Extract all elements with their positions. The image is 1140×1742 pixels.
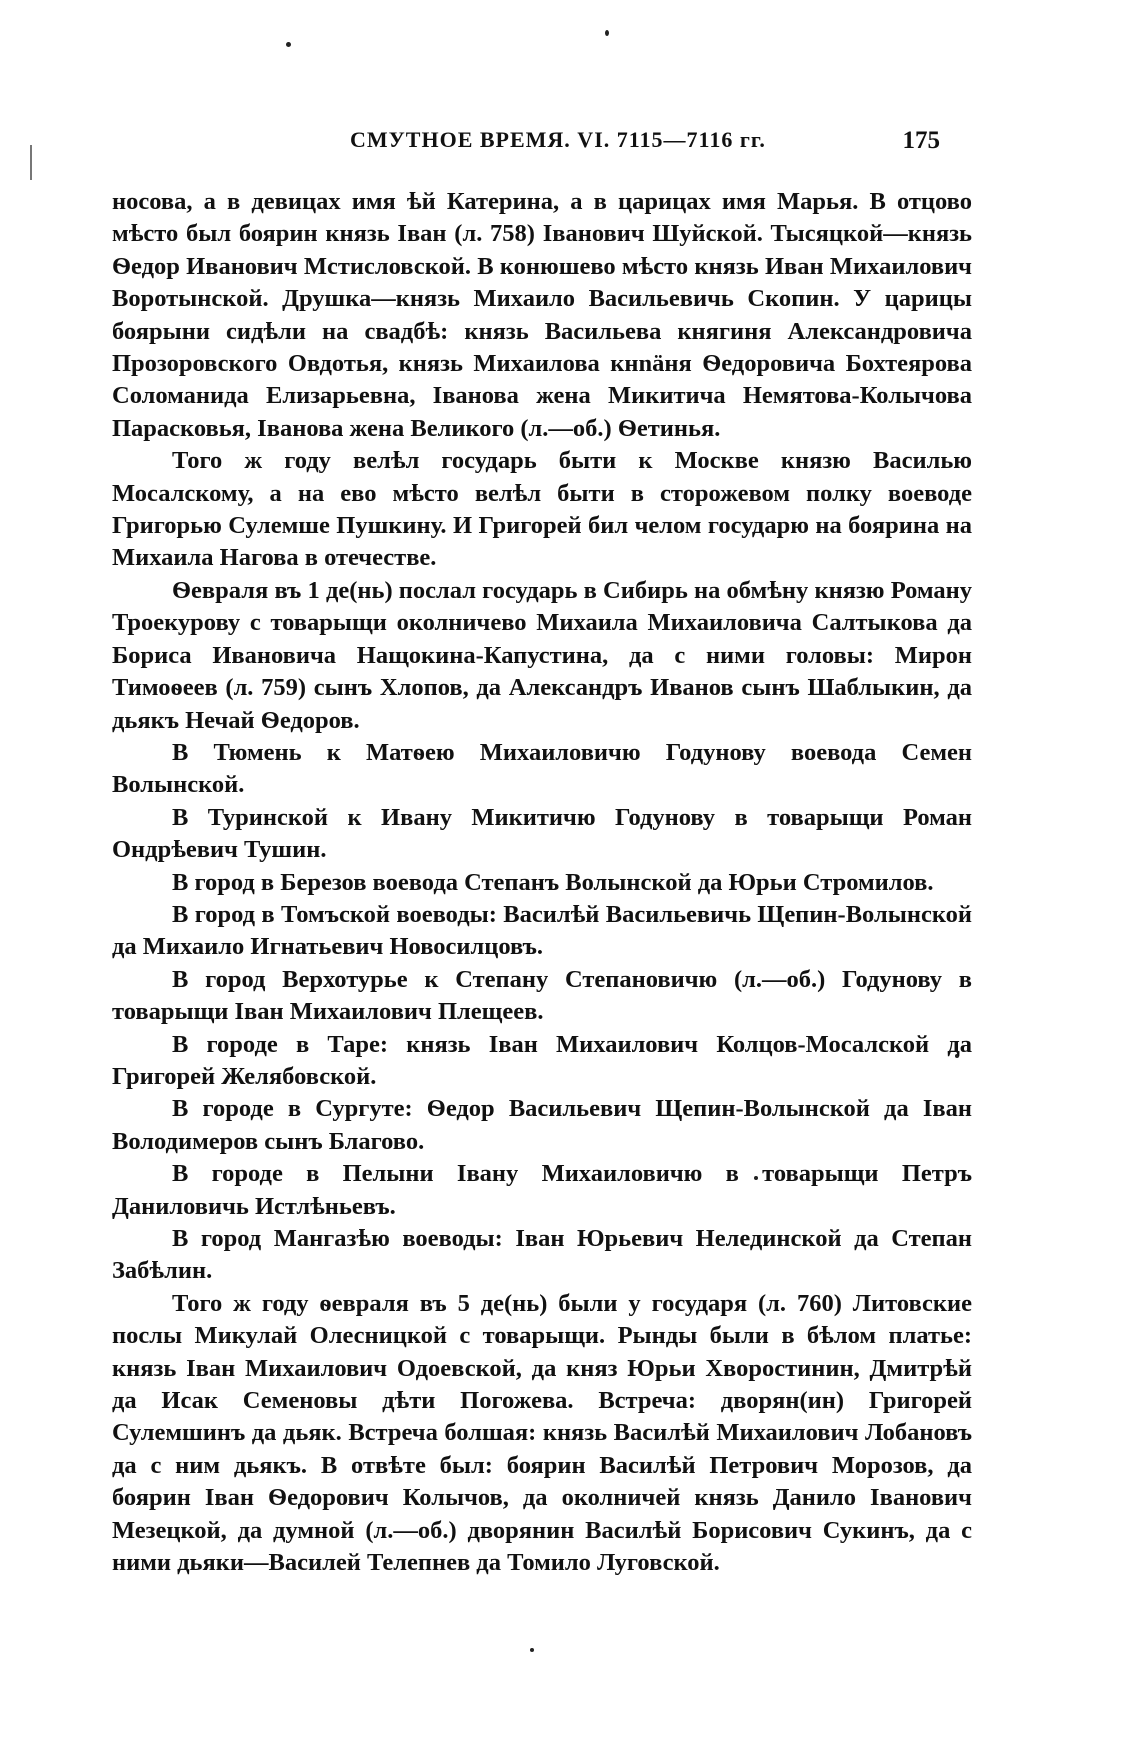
paragraph: Того ж году ѳевраля въ 5 де(нь) были у государя (л. 760) Литовские послы Микулай Олесницкой с товарыщи. Рынды были в бѣлом платье: князь Іван Михаилович Одоевской, да княз Юрьи Хворостинин, Дмитрѣй да Исак Семеновы дѣти Погожева. Встреча: дворян(ин) Григорей Сулемшинъ да дьяк. Встреча болшая: князь Василѣй Михаилович Лобановъ да с ним дьякъ. В отвѣте был: боярин Василѣй Петрович Морозов, да боярин Іван Ѳедорович Колычов, да околничей князь Данило Іванович Мезецкой, да думной (л.—об.) дворянин Василѣй Борисович Сукинъ, да с ними дьяки—Василей Телепнев да Томило Луговской.	[112, 1289, 972, 1577]
paragraph: Ѳевраля въ 1 де(нь) послал государь в Сибирь на обмѣну князю Роману Троекурову с товарыщи околничево Михаила Михаиловича Салтыкова да Бориса Ивановича Нащокина-Капустина, да с ними головы: Мирон Тимоѳеев (л. 759) сынъ Хлопов, да Александръ Иванов сынъ Шаблыкин, да дьякъ Нечай Ѳедоров.	[112, 576, 972, 734]
body-text	[112, 186, 972, 1579]
page-header	[110, 127, 980, 157]
paragraph: В город в Березов воевода Степанъ Волынской да Юрьи Стромилов.	[172, 868, 934, 896]
paragraph: Того ж году велѣл государь быти к Москве князю Василью Мосалскому, а на ево мѣсто велѣл быти в сторожевом полку воеводе Григорью Сулемше Пушкину. И Григорей бил челом государю на боярина на Михаила Нагова в отечестве.	[112, 447, 972, 572]
paragraph: В городе в Сургуте: Ѳедор Васильевич Щепин-Волынской да Іван Володимеров сынъ Благово.	[112, 1095, 972, 1155]
paragraph: В город Верхотурье к Степану Степановичю (л.—об.) Годунову в товарыщи Іван Михаилович Плещеев.	[112, 965, 972, 1026]
scan-speck	[286, 42, 291, 47]
paragraph: В Туринской к Ивану Микитичю Годунову в товарыщи Роман Ондрѣевич Тушин.	[112, 803, 972, 864]
paragraph: В Тюмень к Матѳею Михаиловичю Годунову воевода Семен Волынской.	[112, 738, 972, 799]
running-head: СМУТНОЕ ВРЕМЯ. VI. 7115—7116 гг.	[350, 127, 766, 152]
paragraph: В городе в Пелыни Івану Михаиловичю в товарыщи Петръ Даниловичь Истлѣньевъ.	[112, 1160, 972, 1220]
scan-speck	[530, 1648, 534, 1652]
paragraph: В городе в Таре: князь Іван Михаилович Колцов-Мосалской да Григорей Желябовской.	[112, 1030, 972, 1090]
paragraph: В город Мангазѣю воеводы: Іван Юрьевич Нелединской да Степан Забѣлин.	[112, 1225, 972, 1285]
paragraph: носова, а в девицах имя ѣй Катерина, а в царицах имя Марья. В отцово мѣсто был боярин князь Іван (л. 758) Іванович Шуйской. Тысяцкой—князь Ѳедор Иванович Мстисловской. В конюшево мѣсто князь Иван Михаилович Воротынской. Друшка—князь Михаило Васильевичь Скопин. У царицы боярыни сидѣли на свадбѣ: князь Васильева княгиня Александровича Прозоровского Овдотья, князь Михаилова кнnäня Ѳедоровича Бохтеярова Соломанида Елизарьевна, Іванова жена Микитича Немятова-Колычова Парасковья, Іванова жена Великого (л.—об.) Ѳетинья.	[112, 188, 972, 442]
scan-margin-mark	[30, 145, 32, 180]
paragraph: В город в Томъской воеводы: Василѣй Васильевичь Щепин-Волынской да Михаило Игнатьевич Новосилцовъ.	[112, 900, 972, 961]
page-number: 175	[902, 127, 940, 154]
scan-speck	[605, 30, 609, 36]
